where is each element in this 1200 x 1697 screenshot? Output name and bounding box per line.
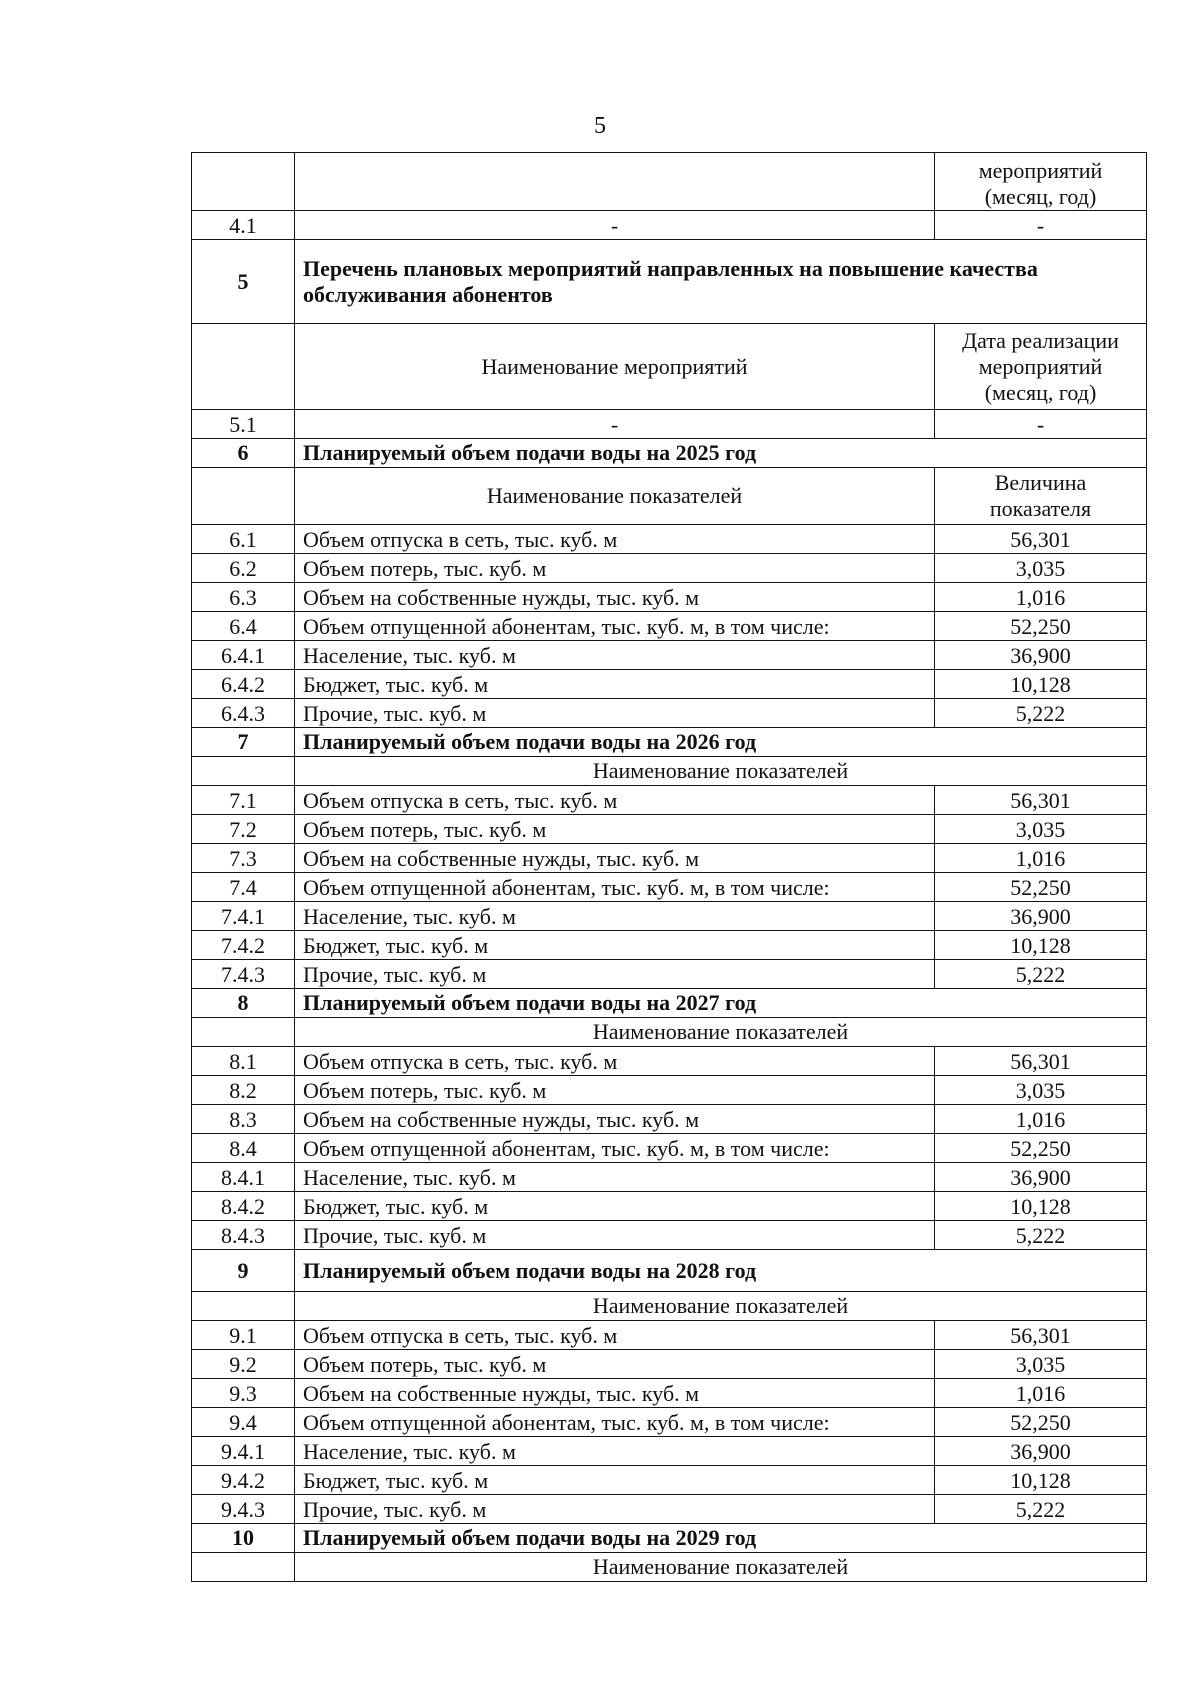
row-number: 7.4.3 xyxy=(192,960,295,989)
row-value: - xyxy=(935,410,1147,439)
row-value: 5,222 xyxy=(935,699,1147,728)
row-value: 10,128 xyxy=(935,1192,1147,1221)
row-name: Объем отпуска в сеть, тыс. куб. м xyxy=(295,525,935,554)
row-value: 1,016 xyxy=(935,1105,1147,1134)
row-number: 9.3 xyxy=(192,1379,295,1408)
row-name: Бюджет, тыс. куб. м xyxy=(295,1466,935,1495)
row-value: 36,900 xyxy=(935,641,1147,670)
table-header-row xyxy=(192,324,1147,410)
row-number: 8.2 xyxy=(192,1076,295,1105)
row-value: 5,222 xyxy=(935,960,1147,989)
row-name: Прочие, тыс. куб. м xyxy=(295,699,935,728)
row-value: 56,301 xyxy=(935,1047,1147,1076)
row-number: 7.1 xyxy=(192,786,295,815)
column-header-name: Наименование мероприятий xyxy=(295,324,935,410)
row-value: 52,250 xyxy=(935,1408,1147,1437)
table-row xyxy=(192,931,1147,960)
row-name: Бюджет, тыс. куб. м xyxy=(295,931,935,960)
page-number: 5 xyxy=(594,113,606,139)
row-number xyxy=(192,1553,295,1582)
row-number: 8.4.1 xyxy=(192,1163,295,1192)
column-header-name: Наименование показателей xyxy=(295,1018,1147,1047)
table-row xyxy=(192,873,1147,902)
row-name: Объем на собственные нужды, тыс. куб. м xyxy=(295,1105,935,1134)
row-number: 6.4 xyxy=(192,612,295,641)
section-header xyxy=(192,1524,1147,1553)
row-name: Бюджет, тыс. куб. м xyxy=(295,1192,935,1221)
section-rows xyxy=(192,1321,1147,1524)
table-row xyxy=(192,1466,1147,1495)
column-header-name: Наименование показателей xyxy=(295,1292,1147,1321)
row-name: Население, тыс. куб. м xyxy=(295,1437,935,1466)
table-row xyxy=(192,554,1147,583)
table-header-row xyxy=(192,468,1147,525)
section-number: 8 xyxy=(192,989,295,1018)
row-value: 36,900 xyxy=(935,902,1147,931)
row-name: Бюджет, тыс. куб. м xyxy=(295,670,935,699)
row-number: 9.4.1 xyxy=(192,1437,295,1466)
table-row xyxy=(192,786,1147,815)
row-value: 5,222 xyxy=(935,1221,1147,1250)
row-number xyxy=(192,1018,295,1047)
section-header xyxy=(192,240,1147,324)
row-value: 36,900 xyxy=(935,1437,1147,1466)
column-header-name: Наименование показателей xyxy=(295,468,935,525)
table-row xyxy=(192,1408,1147,1437)
row-value: 56,301 xyxy=(935,786,1147,815)
table-row xyxy=(192,612,1147,641)
row-number: 5.1 xyxy=(192,410,295,439)
table-row xyxy=(192,1047,1147,1076)
table-row xyxy=(192,1221,1147,1250)
row-number: 9.4.3 xyxy=(192,1495,295,1524)
table-row xyxy=(192,1350,1147,1379)
row-number: 6.4.3 xyxy=(192,699,295,728)
table-row xyxy=(192,699,1147,728)
row-name: Прочие, тыс. куб. м xyxy=(295,960,935,989)
row-number: 9.2 xyxy=(192,1350,295,1379)
row-value: 56,301 xyxy=(935,1321,1147,1350)
row-value: - xyxy=(935,211,1147,240)
table-row xyxy=(192,1379,1147,1408)
row-name: Объем отпущенной абонентам, тыс. куб. м, в том числе: xyxy=(295,1134,935,1163)
row-name: Объем отпуска в сеть, тыс. куб. м xyxy=(295,786,935,815)
row-name: Объем на собственные нужды, тыс. куб. м xyxy=(295,1379,935,1408)
row-name: Прочие, тыс. куб. м xyxy=(295,1495,935,1524)
row-value: 10,128 xyxy=(935,931,1147,960)
row-number xyxy=(192,757,295,786)
row-value: 5,222 xyxy=(935,1495,1147,1524)
row-number: 9.4 xyxy=(192,1408,295,1437)
row-number xyxy=(192,153,295,211)
row-name: Население, тыс. куб. м xyxy=(295,1163,935,1192)
row-number xyxy=(192,468,295,525)
row-name: Объем потерь, тыс. куб. м xyxy=(295,815,935,844)
row-number: 8.3 xyxy=(192,1105,295,1134)
section-number: 5 xyxy=(192,240,295,324)
section-header xyxy=(192,989,1147,1018)
row-name: Прочие, тыс. куб. м xyxy=(295,1221,935,1250)
section-header xyxy=(192,439,1147,468)
row-number: 8.4.3 xyxy=(192,1221,295,1250)
table-row xyxy=(192,153,1147,211)
section-number: 6 xyxy=(192,439,295,468)
row-name: Объем потерь, тыс. куб. м xyxy=(295,554,935,583)
row-name: Объем отпущенной абонентам, тыс. куб. м, в том числе: xyxy=(295,873,935,902)
section-title: Перечень плановых мероприятий направленных на повышение качества обслуживания абонентов xyxy=(295,240,1147,324)
table-row xyxy=(192,960,1147,989)
table-row xyxy=(192,1437,1147,1466)
plan-table xyxy=(191,152,1147,1582)
section-title: Планируемый объем подачи воды на 2025 год xyxy=(295,439,1147,468)
row-number: 4.1 xyxy=(192,211,295,240)
row-number: 7.4.1 xyxy=(192,902,295,931)
row-number: 8.4.2 xyxy=(192,1192,295,1221)
row-name: Объем отпущенной абонентам, тыс. куб. м, в том числе: xyxy=(295,1408,935,1437)
row-value: 36,900 xyxy=(935,1163,1147,1192)
row-number: 7.4.2 xyxy=(192,931,295,960)
row-number: 9.4.2 xyxy=(192,1466,295,1495)
row-number xyxy=(192,1292,295,1321)
row-number xyxy=(192,324,295,410)
row-number: 6.1 xyxy=(192,525,295,554)
column-header-name: Наименование показателей xyxy=(295,1553,1147,1582)
table-row xyxy=(192,1134,1147,1163)
row-number: 6.3 xyxy=(192,583,295,612)
table-row xyxy=(192,1076,1147,1105)
row-name: Население, тыс. куб. м xyxy=(295,641,935,670)
row-value: 10,128 xyxy=(935,670,1147,699)
section-rows xyxy=(192,1047,1147,1250)
row-value: 1,016 xyxy=(935,583,1147,612)
table-row xyxy=(192,641,1147,670)
section-rows xyxy=(192,525,1147,728)
row-value: 1,016 xyxy=(935,844,1147,873)
table-row xyxy=(192,670,1147,699)
table-row xyxy=(192,583,1147,612)
section-title: Планируемый объем подачи воды на 2029 год xyxy=(295,1524,1147,1553)
table-row xyxy=(192,1321,1147,1350)
row-name xyxy=(295,153,935,211)
row-value: 56,301 xyxy=(935,525,1147,554)
row-name: Объем отпуска в сеть, тыс. куб. м xyxy=(295,1047,935,1076)
table-row xyxy=(192,410,1147,439)
section-header xyxy=(192,728,1147,757)
table-row xyxy=(192,1163,1147,1192)
row-number: 6.4.1 xyxy=(192,641,295,670)
row-number: 7.2 xyxy=(192,815,295,844)
column-header-value: Величина показателя xyxy=(935,468,1147,525)
row-name: Объем потерь, тыс. куб. м xyxy=(295,1350,935,1379)
row-number: 8.4 xyxy=(192,1134,295,1163)
row-number: 7.4 xyxy=(192,873,295,902)
row-name: Объем на собственные нужды, тыс. куб. м xyxy=(295,583,935,612)
row-name: - xyxy=(295,410,935,439)
row-number: 9.1 xyxy=(192,1321,295,1350)
table-header-row xyxy=(192,1292,1147,1321)
row-name: Объем отпущенной абонентам, тыс. куб. м, в том числе: xyxy=(295,612,935,641)
table-row xyxy=(192,902,1147,931)
row-value: 52,250 xyxy=(935,612,1147,641)
row-value: 1,016 xyxy=(935,1379,1147,1408)
section-title: Планируемый объем подачи воды на 2026 год xyxy=(295,728,1147,757)
row-number: 6.4.2 xyxy=(192,670,295,699)
table-row xyxy=(192,844,1147,873)
column-header-date: Дата реализации мероприятий (месяц, год) xyxy=(935,324,1147,410)
section-number: 9 xyxy=(192,1250,295,1292)
section-number: 7 xyxy=(192,728,295,757)
row-value: 52,250 xyxy=(935,1134,1147,1163)
section-rows xyxy=(192,786,1147,989)
table-row xyxy=(192,1495,1147,1524)
row-value: 3,035 xyxy=(935,1076,1147,1105)
row-value: 3,035 xyxy=(935,1350,1147,1379)
table-row xyxy=(192,1105,1147,1134)
row-name: Объем на собственные нужды, тыс. куб. м xyxy=(295,844,935,873)
section-header xyxy=(192,1250,1147,1292)
table-row xyxy=(192,211,1147,240)
table-row xyxy=(192,815,1147,844)
section-title: Планируемый объем подачи воды на 2028 год xyxy=(295,1250,1147,1292)
column-header-date: мероприятий (месяц, год) xyxy=(935,153,1147,211)
table-header-row xyxy=(192,1018,1147,1047)
row-value: 3,035 xyxy=(935,815,1147,844)
table-row xyxy=(192,525,1147,554)
section-title: Планируемый объем подачи воды на 2027 год xyxy=(295,989,1147,1018)
table-row xyxy=(192,1192,1147,1221)
row-number: 6.2 xyxy=(192,554,295,583)
section-number: 10 xyxy=(192,1524,295,1553)
table-header-row xyxy=(192,757,1147,786)
row-name: Население, тыс. куб. м xyxy=(295,902,935,931)
row-number: 8.1 xyxy=(192,1047,295,1076)
table-header-row xyxy=(192,1553,1147,1582)
row-number: 7.3 xyxy=(192,844,295,873)
row-value: 3,035 xyxy=(935,554,1147,583)
row-name: Объем отпуска в сеть, тыс. куб. м xyxy=(295,1321,935,1350)
row-value: 10,128 xyxy=(935,1466,1147,1495)
row-name: - xyxy=(295,211,935,240)
row-name: Объем потерь, тыс. куб. м xyxy=(295,1076,935,1105)
column-header-name: Наименование показателей xyxy=(295,757,1147,786)
row-value: 52,250 xyxy=(935,873,1147,902)
